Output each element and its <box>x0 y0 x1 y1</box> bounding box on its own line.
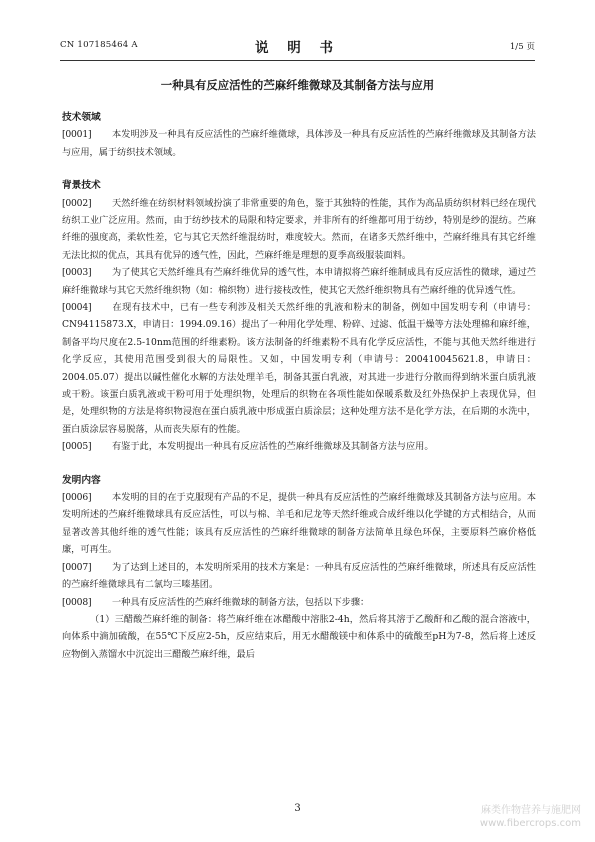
paragraph-number: [0003] <box>62 267 92 279</box>
paragraph <box>62 438 536 455</box>
header-rule <box>60 60 535 61</box>
paragraph-number: [0008] <box>62 596 92 608</box>
paragraph-step <box>62 611 536 663</box>
paragraph <box>62 126 536 161</box>
paragraph <box>62 489 536 559</box>
paragraph-text: 为了达到上述目的，本发明所采用的技术方案是：一种具有反应活性的苎麻纤维微球，所述具有反应活性的苎麻纤维微球具有二氯均三嗪基团。 <box>62 561 536 591</box>
description-body <box>62 109 536 663</box>
paragraph-number: [0001] <box>62 129 92 141</box>
paragraph-number: [0005] <box>62 441 92 453</box>
paragraph-text: 为了使其它天然纤维具有苎麻纤维优异的透气性，本申请拟将苎麻纤维制成具有反应活性的微球，通过苎麻纤维微球与其它天然纤维织物（如：棉织物）进行接枝改性，使其它天然纤维织物具有苎麻纤维的优异透气性。 <box>62 267 536 296</box>
paragraph <box>62 559 536 594</box>
publication-number: CN 107185464 A <box>60 40 138 50</box>
section-heading-field: 技术领域 <box>62 112 101 123</box>
paragraph-number: [0007] <box>62 561 92 573</box>
paragraph <box>62 299 536 438</box>
paragraph-number: [0004] <box>62 302 92 314</box>
paragraph-text: 本发明涉及一种具有反应活性的苎麻纤维微球，具体涉及一种具有反应活性的苎麻纤维微球及其制备方法与应用，属于纺织技术领域。 <box>62 129 536 158</box>
watermark-line: www.fibercrops.com <box>479 818 581 829</box>
paragraph-text: （1）三醋酸苎麻纤维的制备：将苎麻纤维在冰醋酸中溶胀2-4h，然后将其溶于乙酸酐和乙酸的混合溶液中，向体系中滴加硫酸，在55℃下反应2-5h，反应结束后，用无水醋酸镁中和体系中的硫酸至pH为7-8，然后将上述反应物倒入蒸馏水中沉淀出三醋酸苎麻纤维，最后 <box>62 613 536 660</box>
document-type-title: 说 明 书 <box>255 40 340 56</box>
section-heading-background: 背景技术 <box>62 180 101 192</box>
paragraph-text: 本发明的目的在于克服现有产品的不足，提供一种具有反应活性的苎麻纤维微球及其制备方法与应用。本发明所述的苎麻纤维微球具有反应活性，可以与棉、羊毛和尼龙等天然纤维或合成纤维以化学键的方式相结合，从而显著改善其他纤维的透气性能；该具有反应活性的苎麻纤维微球的制备方法简单且绿色环保，主要原料苎麻价格低廉，可再生。 <box>62 492 536 556</box>
page-header <box>60 36 535 58</box>
paragraph <box>62 264 536 299</box>
page-counter: 1/5 页 <box>509 42 535 52</box>
paragraph-text: 有鉴于此，本发明提出一种具有反应活性的苎麻纤维微球及其制备方法与应用。 <box>112 441 434 453</box>
paragraph-text: 一种具有反应活性的苎麻纤维微球的制备方法，包括以下步骤： <box>112 596 370 608</box>
paragraph-text: 在现有技术中，已有一些专利涉及相关天然纤维的乳液和粉末的制备，例如中国发明专利（申请号：CN94115873.X，申请日：1994.09.16）提出了一种用化学处理、粉碎、过滤、低温干燥等方法处理棉和麻纤维，制备平均尺度在2.5-10nm范围的纤维素粉。该方法制备的纤维素粉不具有化学反应活性，不能与其他天然纤维进行化学反应，其使用范围受到很大的局限性。又如，中国发明专利（申请号：200410045621.8，申请日：2004.05.07）提出以碱性催化水解的方法处理羊毛，制备其蛋白乳液，对其进一步进行分散而得到纳米蛋白质乳液或干粉。该蛋白质乳液或干粉可用于处理织物，处理后的织物在各项性能如保暖系数及红外热保护上表现优异，但是，处理织物的方法是将织物浸泡在蛋白质乳液中形成蛋白质涂层；这种处理方法不是化学方法，在后期的水洗中，蛋白质涂层容易脱落，从而丧失原有的性能。 <box>62 302 536 435</box>
section-heading-content: 发明内容 <box>62 474 101 486</box>
paragraph-text: 天然纤维在纺织材料领域扮演了非常重要的角色，鉴于其独特的性能，其作为高品质纺织材料已经在现代纺织工业广泛应用。然而，由于纺纱技术的局限和特定要求，并非所有的纤维都可用于纺纱，特别是纱的混纺。苎麻纤维的强度高，柔软性差，它与其它天然纤维混纺时，难度较大。然而，在诸多天然纤维中，苎麻纤维具有其它纤维无法比拟的优点，其具有优异的透气性，因此，苎麻纤维是理想的夏季高级服装面料。 <box>62 197 536 261</box>
paragraph-number: [0006] <box>62 492 92 504</box>
watermark-line: 麻类作物营养与施肥网 <box>481 805 581 816</box>
paragraph-number: [0002] <box>62 197 92 209</box>
paragraph <box>62 195 536 265</box>
paragraph <box>62 594 536 611</box>
site-watermark <box>480 804 581 830</box>
invention-title: 一种具有反应活性的苎麻纤维微球及其制备方法与应用 <box>160 78 435 92</box>
page-number: 3 <box>294 803 301 814</box>
